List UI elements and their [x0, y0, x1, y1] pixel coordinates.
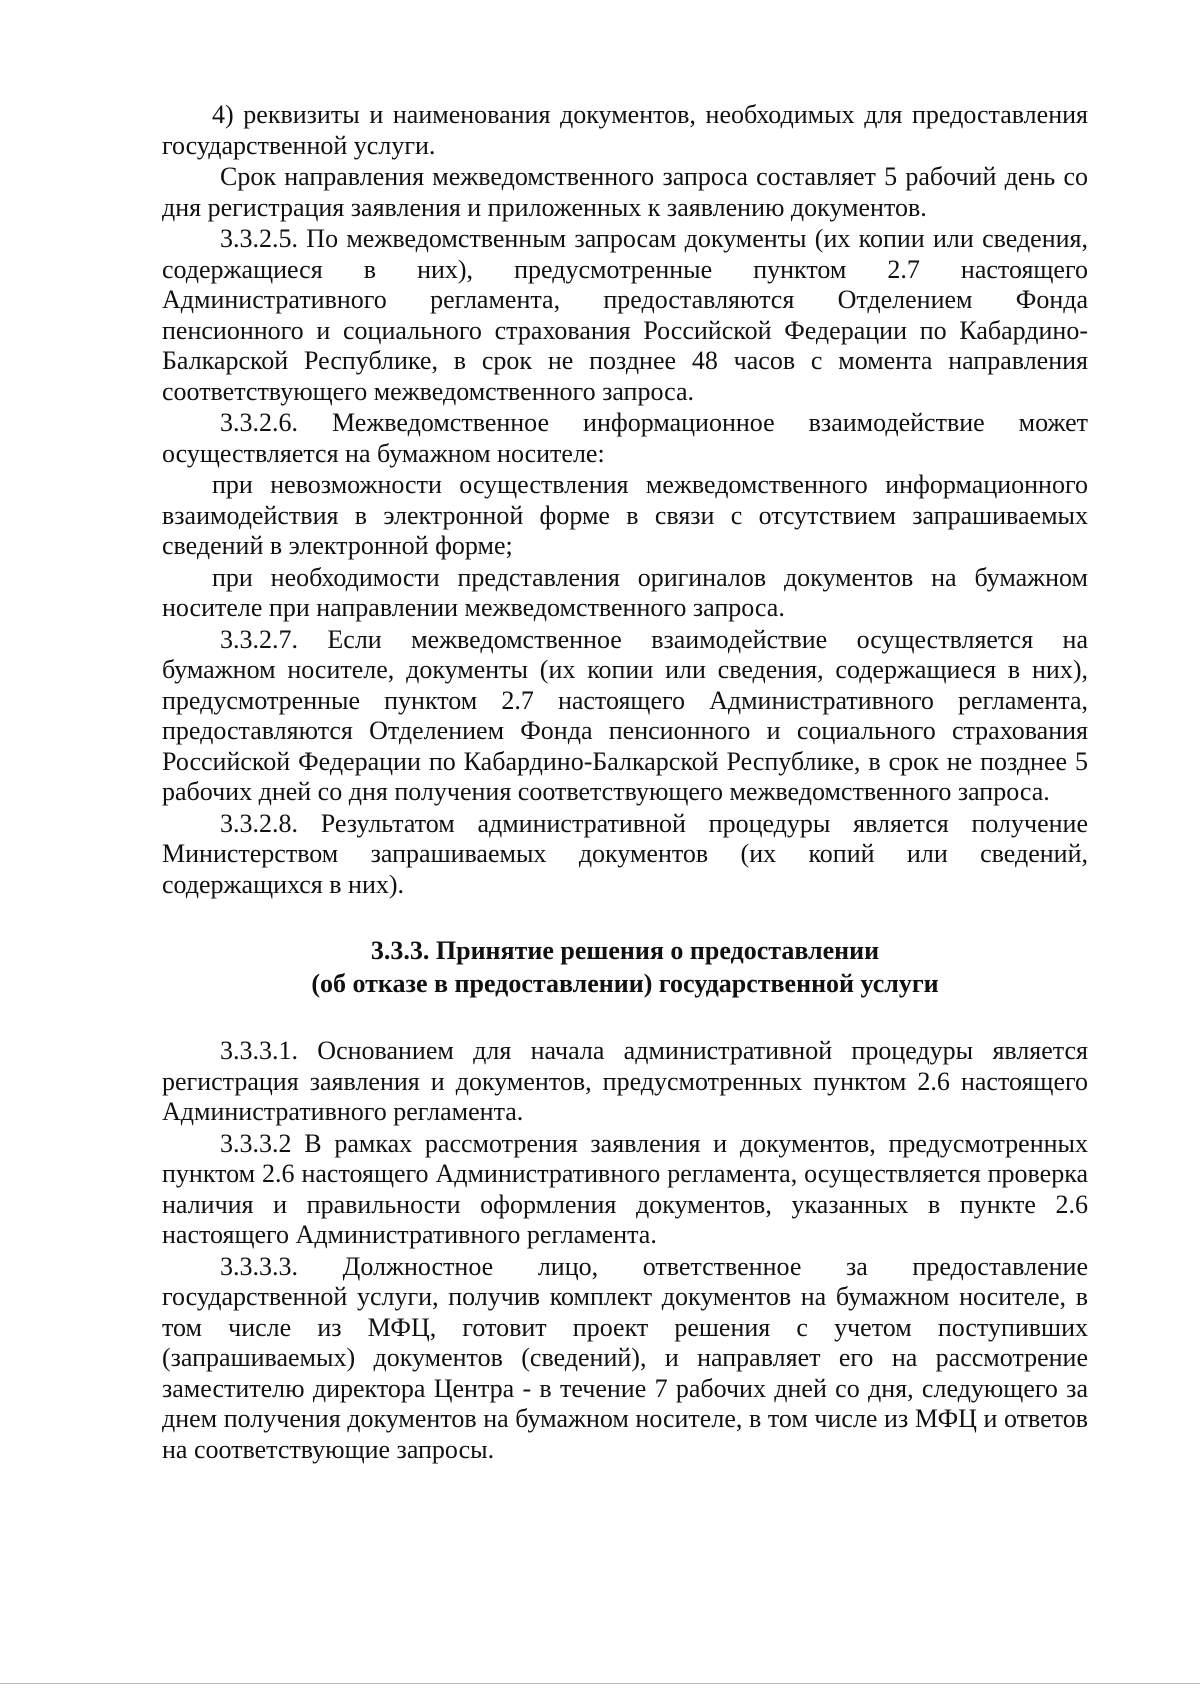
paragraph-originals-needed: при необходимости представления оригиналов документов на бумажном носителе при направлении межведомственного запроса.	[162, 562, 1088, 622]
section-heading	[162, 934, 1088, 1000]
paragraph-3-3-2-8: 3.3.2.8. Результатом административной процедуры является получение Министерством запрашиваемых документов (их копий или сведений, содержащихся в них).	[162, 808, 1088, 899]
paragraph-3-3-3-3: 3.3.3.3. Должностное лицо, ответственное за предоставление государственной услуги, получив комплект документов на бумажном носителе, в том числе из МФЦ, готовит проект решения с учетом поступивших (запрашиваемых) документов (сведений), и направляет его на рассмотрение заместителю директора Центра - в течение 7 рабочих дней со дня, следующего за днем получения документов на бумажном носителе, в том числе из МФЦ и ответов на соответствующие запросы.	[162, 1251, 1088, 1464]
section-heading-line-2: (об отказе в предоставлении) государственной услуги	[311, 969, 939, 998]
paragraph-3-3-2-5: 3.3.2.5. По межведомственным запросам документы (их копии или сведения, содержащиеся в них), предусмотренные пунктом 2.7 настоящего Административного регламента, предоставляются Отделением Фонда пенсионного и социального страхования Российской Федерации по Кабардино-Балкарской Республике, в срок не позднее 48 часов с момента направления соответствующего межведомственного запроса.	[162, 224, 1088, 406]
paragraph-3-3-3-1: 3.3.3.1. Основанием для начала административной процедуры является регистрация заявления и документов, предусмотренных пунктом 2.6 настоящего Административного регламента.	[162, 1036, 1088, 1126]
section-heading-line-1: 3.3.3. Принятие решения о предоставлении	[370, 936, 880, 965]
paragraph-3-3-3-2: 3.3.3.2 В рамках рассмотрения заявления и документов, предусмотренных пунктом 2.6 настоящего Административного регламента, осуществляется проверка наличия и правильности оформления документов, указанных в пункте 2.6 настоящего Административного регламента.	[162, 1128, 1088, 1249]
page-bottom-edge-line	[0, 1683, 1200, 1684]
paragraph-electronic-impossible: при невозможности осуществления межведомственного информационного взаимодействия в электронной форме в связи с отсутствием запрашиваемых сведений в электронной форме;	[162, 470, 1088, 560]
paragraph-requisites: 4) реквизиты и наименования документов, необходимых для предоставления государственной услуги.	[162, 100, 1088, 160]
paragraph-3-3-2-6: 3.3.2.6. Межведомственное информационное взаимодействие может осуществляется на бумажном носителе:	[162, 408, 1088, 468]
paragraph-request-deadline: Срок направления межведомственного запроса составляет 5 рабочий день со дня регистрация заявления и приложенных к заявлению документов.	[162, 162, 1088, 222]
paragraph-3-3-2-7: 3.3.2.7. Если межведомственное взаимодействие осуществляется на бумажном носителе, документы (их копии или сведения, содержащиеся в них), предусмотренные пунктом 2.7 настоящего Административного регламента, предоставляются Отделением Фонда пенсионного и социального страхования Российской Федерации по Кабардино-Балкарской Республике, в срок не позднее 5 рабочих дней со дня получения соответствующего межведомственного запроса.	[162, 624, 1088, 806]
